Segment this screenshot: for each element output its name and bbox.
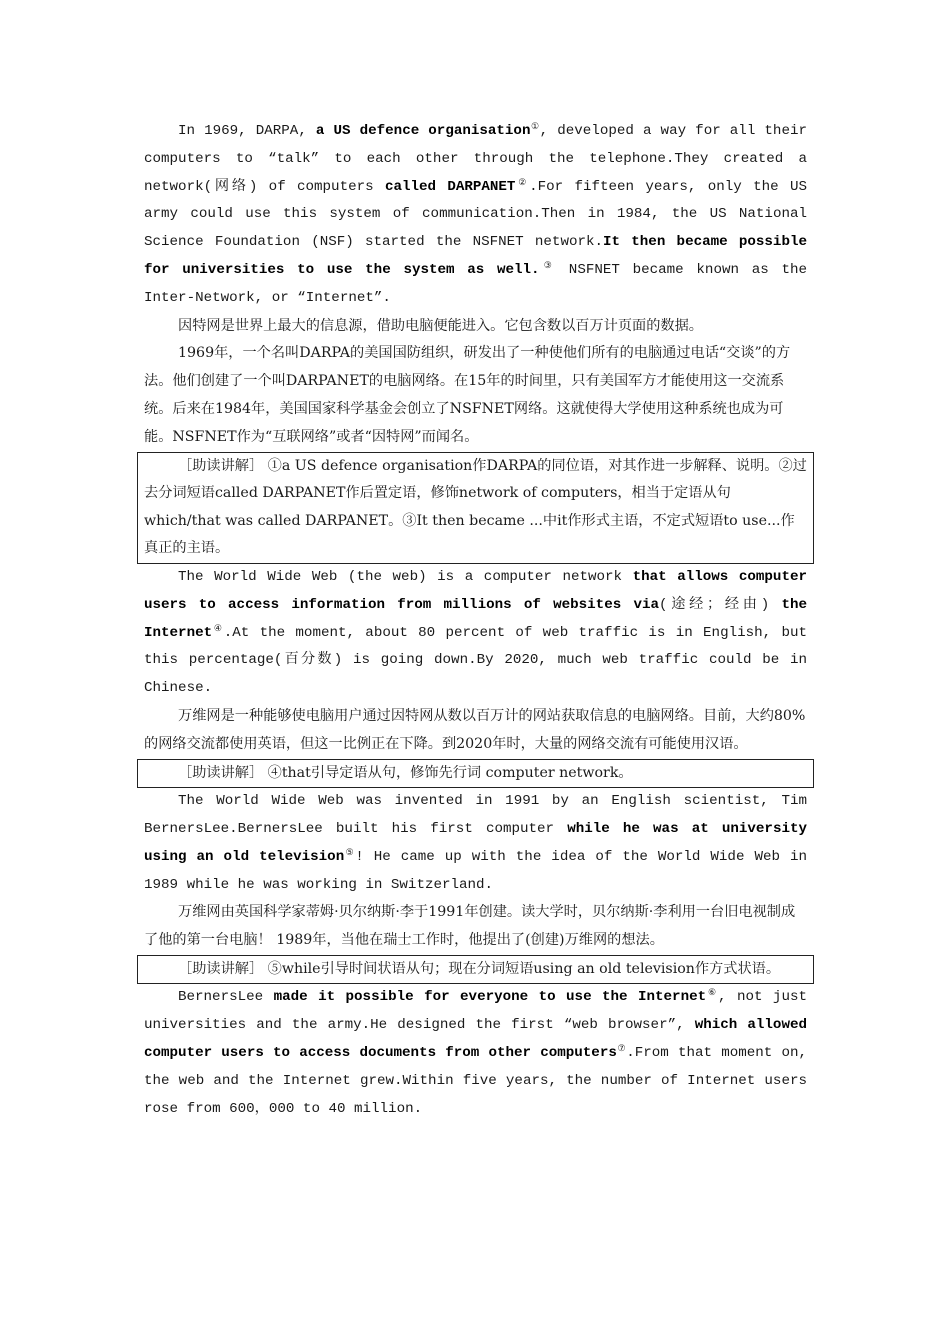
reading-note-2: ［助读讲解］ ④that引导定语从句，修饰先行词 computer network。 [137,759,814,789]
text-run: , not just universities and the army.He designed the first “web browser”, [144,989,807,1034]
text-run: .At the moment, about 80 percent of web traffic is in English, but this percentage(百分数) is going down.By 2020, much web traffic could be in Chinese. [144,624,807,697]
text-run: BernersLee [178,989,274,1006]
note-marker: ⑤ [344,847,356,858]
paragraph-1-english [144,118,807,313]
highlight-phrase: while he was at university using an old television [144,820,807,865]
note-marker: ⑥ [706,988,719,999]
highlight-phrase: the Internet [144,596,807,641]
reading-note-3: ［助读讲解］ ⑤while引导时间状语从句；现在分词短语using an old television作方式状语。 [137,955,814,985]
highlight-phrase: made it possible for everyone to use the Internet [273,989,707,1006]
highlight-phrase: which allowed computer users to access documents from other computers [144,1017,807,1062]
note-marker: ① [530,122,540,132]
highlight-phrase: that allows computer users to access information from millions of websites via [144,568,807,613]
text-run: NSFNET became known as the Inter-Network, or “Internet”. [144,261,808,306]
text-run: .From that moment on, the web and the Internet grew.Within five years, the number of Internet users rose from 600，000 to 40 million. [144,1045,808,1117]
paragraph-1-chinese-intro: 因特网是世界上最大的信息源，借助电脑便能进入。它包含数以百万计页面的数据。 [178,317,703,334]
text-run: .For fifteen years, only the US army could use this system of communication.Then in 1984, the US National Science Foundation (NSF) started the NSFNET network. [144,178,807,251]
paragraph-3-english [144,788,807,899]
document-page [144,118,807,1123]
note-marker: ② [515,177,530,188]
text-run: The World Wide Web was invented in 1991 by an English scientist, Tim BernersLee.BernersLee built his first computer [144,793,807,837]
note-marker: ⑦ [616,1044,627,1055]
text-run: The World Wide Web (the web) is a computer network [178,568,633,585]
text-run: In 1969, DARPA, [178,123,316,139]
text-run: (途经；经由) [658,596,782,613]
paragraph-1-chinese: 1969年，一个名叫DARPA的美国国防组织，研发出了一种使他们所有的电脑通过电话“交谈”的方法。他们创建了一个叫DARPANET的电脑网络。在15年的时间里，只有美国军方才能使用这一交流系统。后来在1984年，美国国家科学基金会创立了NSFNET网络。这就使得大学使用这种系统也成为可能。NSFNET作为“互联网络”或者“因特网”而闻名。 [144,345,791,445]
paragraph-2-chinese: 万维网是一种能够使电脑用户通过因特网从数以百万计的网站获取信息的电脑网络。目前，大约80%的网络交流都使用英语，但这一比例正在下降。到2020年时，大量的网络交流有可能使用汉语。 [144,707,806,752]
paragraph-2-english [144,564,807,703]
text-run: ! He came up with the idea of the World Wide Web in 1989 while he was working in Switzerland. [144,848,807,893]
paragraph-3-chinese: 万维网由英国科学家蒂姆·贝尔纳斯·李于1991年创建。读大学时，贝尔纳斯·李利用一台旧电视制成了他的第一台电脑！ 1989年，当他在瑞士工作时，他提出了(创建)万维网的想法。 [144,904,796,949]
note-marker: ④ [212,623,224,634]
highlight-phrase: called DARPANET [384,178,516,195]
highlight-phrase: It then became possible for universities to use the system as well. [144,234,807,278]
paragraph-4-english [144,984,807,1123]
reading-note-1: ［助读讲解］ ①a US defence organisation作DARPA的同位语，对其作进一步解释、说明。②过去分词短语called DARPANET作后置定语，修饰network of computers，相当于定语从句which/that was called DARPANET。③It then became ...中it作形式主语，不定式短语to use...作真正的主语。 [137,452,814,564]
text-run: , developed a way for all their computers to “talk” to each other through the telephone.They created a network(网络) of computers [144,123,807,195]
highlight-phrase: a US defence organisation [315,123,531,139]
note-marker: ③ [539,260,557,271]
